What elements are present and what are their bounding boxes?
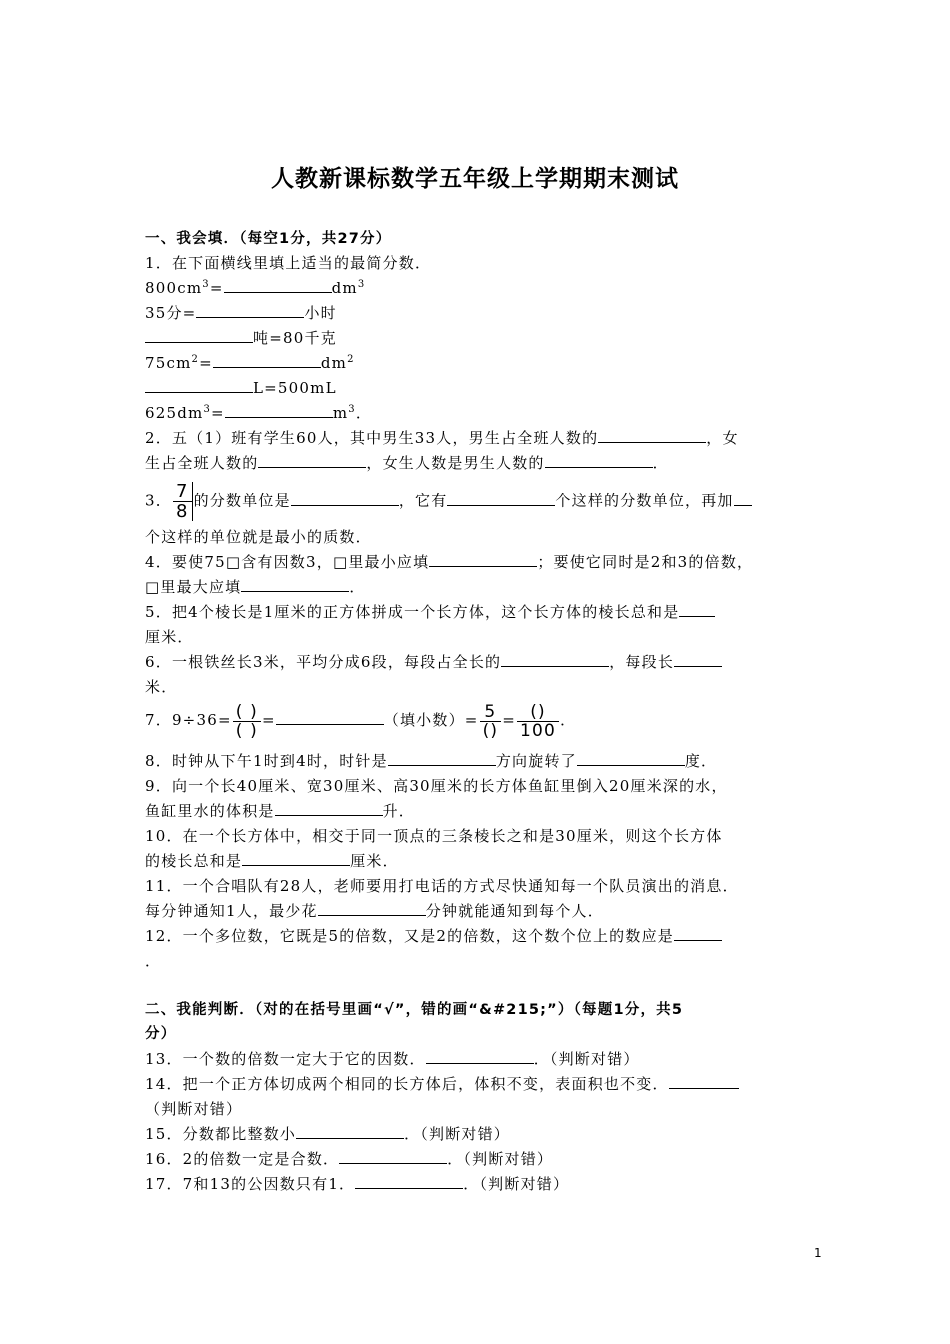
q1-f-left: 625dm bbox=[145, 404, 204, 422]
q1-f-unit: m bbox=[332, 404, 349, 422]
q1-d-eq: = bbox=[199, 354, 213, 372]
fraction-5 bbox=[480, 703, 502, 740]
q4-text-c: □里最大应填 bbox=[145, 578, 242, 596]
q1-f-unit-sup: 3 bbox=[348, 404, 356, 415]
fraction-denominator: 8 bbox=[175, 501, 189, 522]
q10-line-2 bbox=[145, 851, 825, 871]
q4-text-b: ；要使它同时是2和3的倍数， bbox=[537, 553, 754, 571]
q1-line-f bbox=[145, 403, 825, 423]
answer-blank[interactable] bbox=[276, 710, 384, 725]
q5-line-2: 厘米． bbox=[145, 628, 194, 646]
fraction-denominator: 100 bbox=[520, 720, 557, 741]
q10-text-b: 厘米． bbox=[350, 852, 399, 870]
q8-text-c: 度． bbox=[684, 752, 718, 770]
q1-intro: 1．在下面横线里填上适当的最简分数． bbox=[145, 254, 432, 272]
fraction-100 bbox=[517, 703, 559, 740]
q1-a-sup: 3 bbox=[202, 279, 210, 290]
q14-line-2: （判断对错） bbox=[145, 1100, 243, 1118]
q1-line-d bbox=[145, 353, 825, 373]
q11-line-1: 11．一个合唱队有28人，老师要用打电话的方式尽快通知每一个队员演出的消息． bbox=[145, 877, 739, 895]
q16-text-a: 16．2的倍数一定是合数． bbox=[145, 1150, 340, 1168]
answer-blank[interactable] bbox=[275, 801, 383, 816]
answer-blank[interactable] bbox=[258, 453, 366, 468]
section-2-heading-cont: 分） bbox=[145, 1026, 177, 1042]
q1-e-right: L=500mL bbox=[253, 379, 337, 397]
q2-line-1 bbox=[145, 428, 825, 448]
q4-line-2 bbox=[145, 577, 825, 597]
q8-line bbox=[145, 751, 825, 771]
answer-blank[interactable] bbox=[429, 552, 537, 567]
answer-blank[interactable] bbox=[339, 1149, 447, 1164]
q1-f-sup: 3 bbox=[203, 404, 212, 415]
q10-text-a: 的棱长总和是 bbox=[145, 852, 243, 870]
q9-text-b: 升． bbox=[382, 802, 416, 820]
q15-text-b: ．（判断对错） bbox=[404, 1125, 510, 1143]
q9-line-2 bbox=[145, 801, 825, 821]
section-1-heading: 一、我会填．（每空1分，共27分） bbox=[145, 231, 392, 247]
q3-text-b: ，它有 bbox=[398, 491, 448, 510]
q3-prefix: 3． bbox=[145, 491, 172, 510]
answer-blank[interactable] bbox=[291, 491, 399, 506]
answer-blank[interactable] bbox=[545, 453, 653, 468]
q1-d-unit: dm bbox=[320, 354, 348, 372]
answer-blank[interactable] bbox=[679, 602, 715, 617]
answer-blank[interactable] bbox=[598, 428, 706, 443]
q6-line-1 bbox=[145, 652, 825, 672]
q17-text-b: ．（判断对错） bbox=[463, 1175, 570, 1193]
q1-d-unit-sup: 2 bbox=[347, 354, 355, 365]
answer-blank[interactable] bbox=[318, 901, 426, 916]
q6-text-a: 6．一根铁丝长3米，平均分成6段，每段占全长的 bbox=[145, 653, 502, 671]
answer-blank[interactable] bbox=[734, 491, 752, 506]
q10-line-1: 10．在一个长方体中，相交于同一顶点的三条棱长之和是30厘米，则这个长方体 bbox=[145, 827, 723, 845]
answer-blank[interactable] bbox=[225, 403, 333, 418]
q16-line bbox=[145, 1149, 825, 1169]
answer-blank[interactable] bbox=[145, 328, 253, 343]
answer-blank[interactable] bbox=[145, 378, 253, 393]
q11-text-a: 每分钟通知1人，最少花 bbox=[145, 902, 318, 920]
q13-text-a: 13．一个数的倍数一定大于它的因数． bbox=[145, 1050, 426, 1068]
q6-text-b: ，每段长 bbox=[609, 653, 675, 671]
answer-blank[interactable] bbox=[447, 491, 555, 506]
q4-text-a: 4．要使75□含有因数3，□里最小应填 bbox=[145, 553, 430, 571]
q1-f-end: ． bbox=[355, 404, 373, 422]
q12-text-a: 12．一个多位数，它既是5的倍数，又是2的倍数，这个数个位上的数应是 bbox=[145, 927, 674, 945]
answer-blank[interactable] bbox=[355, 1174, 463, 1189]
q9-text-a: 鱼缸里水的体积是 bbox=[145, 802, 275, 820]
q6-line-2: 米． bbox=[145, 678, 178, 696]
q7-text-b: = bbox=[262, 711, 276, 729]
q1-a-left: 800cm bbox=[145, 279, 203, 297]
q3-text-a: 的分数单位是 bbox=[193, 491, 291, 510]
answer-blank[interactable] bbox=[241, 577, 349, 592]
q8-text-a: 8．时钟从下午1时到4时，时针是 bbox=[145, 752, 388, 770]
answer-blank[interactable] bbox=[674, 652, 722, 667]
q5-text-a: 5．把4个棱长是1厘米的正方体拼成一个长方体，这个长方体的棱长总和是 bbox=[145, 603, 680, 621]
q2-line-2 bbox=[145, 453, 825, 473]
q7-text-c: （填小数）= bbox=[383, 711, 479, 729]
q7-text-a: 7．9÷36= bbox=[145, 711, 232, 729]
fraction-denominator: () bbox=[482, 720, 499, 741]
page-title: 人教新课标数学五年级上学期期末测试 bbox=[271, 166, 679, 192]
q1-d-sup: 2 bbox=[191, 354, 200, 365]
q2-text-d: ，女生人数是男生人数的 bbox=[366, 454, 545, 472]
q1-a-unit-sup: 3 bbox=[357, 279, 366, 290]
q13-text-b: ．（判断对错） bbox=[533, 1050, 640, 1068]
q15-text-a: 15．分数都比整数小 bbox=[145, 1125, 297, 1143]
q1-a-unit: dm bbox=[331, 279, 358, 297]
q1-line-a bbox=[145, 278, 825, 298]
q5-line-1 bbox=[145, 602, 825, 622]
q7-text-e: ． bbox=[560, 711, 577, 729]
q13-line bbox=[145, 1049, 825, 1069]
q7-line bbox=[145, 697, 825, 743]
q12-line-1 bbox=[145, 926, 825, 946]
q4-text-d: ． bbox=[349, 578, 366, 596]
answer-blank[interactable] bbox=[196, 303, 304, 318]
fraction-blank-1 bbox=[233, 703, 261, 740]
q2-text-a: 2．五（1）班有学生60人，其中男生33人，男生占全班人数的 bbox=[145, 429, 599, 447]
answer-blank[interactable] bbox=[501, 652, 609, 667]
q2-text-c: 生占全班人数的 bbox=[145, 454, 259, 472]
q11-text-b: 分钟就能通知到每个人． bbox=[425, 902, 604, 920]
q1-line-e bbox=[145, 378, 825, 398]
fraction-denominator: ( ) bbox=[235, 720, 258, 741]
answer-blank[interactable] bbox=[426, 1049, 534, 1064]
q1-b-unit: 小时 bbox=[304, 304, 337, 322]
q17-line bbox=[145, 1174, 825, 1194]
answer-blank[interactable] bbox=[388, 751, 496, 766]
q4-line-1 bbox=[145, 552, 825, 572]
q12-line-2: ． bbox=[145, 952, 162, 970]
q16-text-b: ．（判断对错） bbox=[447, 1150, 554, 1168]
fraction-numerator: () bbox=[517, 703, 559, 722]
q1-line-b bbox=[145, 303, 825, 323]
page-number: 1 bbox=[814, 1246, 822, 1260]
fraction-7-8 bbox=[173, 482, 193, 521]
q1-line-c bbox=[145, 328, 825, 348]
q15-line bbox=[145, 1124, 825, 1144]
fraction-numerator: ( ) bbox=[233, 703, 261, 722]
q11-line-2 bbox=[145, 901, 825, 921]
fraction-numerator: 5 bbox=[480, 703, 502, 722]
q1-a-eq: = bbox=[209, 279, 224, 297]
q1-d-left: 75cm bbox=[145, 354, 192, 372]
answer-blank[interactable] bbox=[242, 851, 350, 866]
q2-text-b: ，女 bbox=[706, 429, 739, 447]
q17-text-a: 17．7和13的公因数只有1． bbox=[145, 1175, 356, 1193]
fraction-numerator: 7 bbox=[173, 482, 192, 502]
q1-f-eq: = bbox=[211, 404, 225, 422]
q8-text-b: 方向旋转了 bbox=[495, 752, 577, 770]
q3-line-1 bbox=[145, 482, 825, 522]
q3-line-2: 个这样的单位就是最小的质数． bbox=[145, 528, 372, 546]
q7-text-d: = bbox=[502, 711, 517, 729]
answer-blank[interactable] bbox=[213, 353, 321, 368]
q14-text-a: 14．把一个正方体切成两个相同的长方体后，体积不变，表面积也不变． bbox=[145, 1075, 669, 1093]
q14-line-1 bbox=[145, 1074, 825, 1094]
q3-text-c: 个这样的分数单位，再加 bbox=[555, 491, 734, 510]
q1-c-right: 吨=80千克 bbox=[253, 329, 337, 347]
answer-blank[interactable] bbox=[224, 278, 332, 293]
answer-blank[interactable] bbox=[296, 1124, 404, 1139]
section-2-heading: 二、我能判断．（对的在括号里画“√”，错的画“&#215;”）（每题1分，共5 bbox=[145, 1002, 684, 1018]
answer-blank[interactable] bbox=[674, 926, 722, 941]
answer-blank[interactable] bbox=[669, 1074, 739, 1089]
q9-line-1: 9．向一个长40厘米、宽30厘米、高30厘米的长方体鱼缸里倒入20厘米深的水， bbox=[145, 777, 728, 795]
q1-b-left: 35分= bbox=[145, 304, 197, 322]
q2-text-e: ． bbox=[652, 454, 669, 472]
answer-blank[interactable] bbox=[577, 751, 685, 766]
